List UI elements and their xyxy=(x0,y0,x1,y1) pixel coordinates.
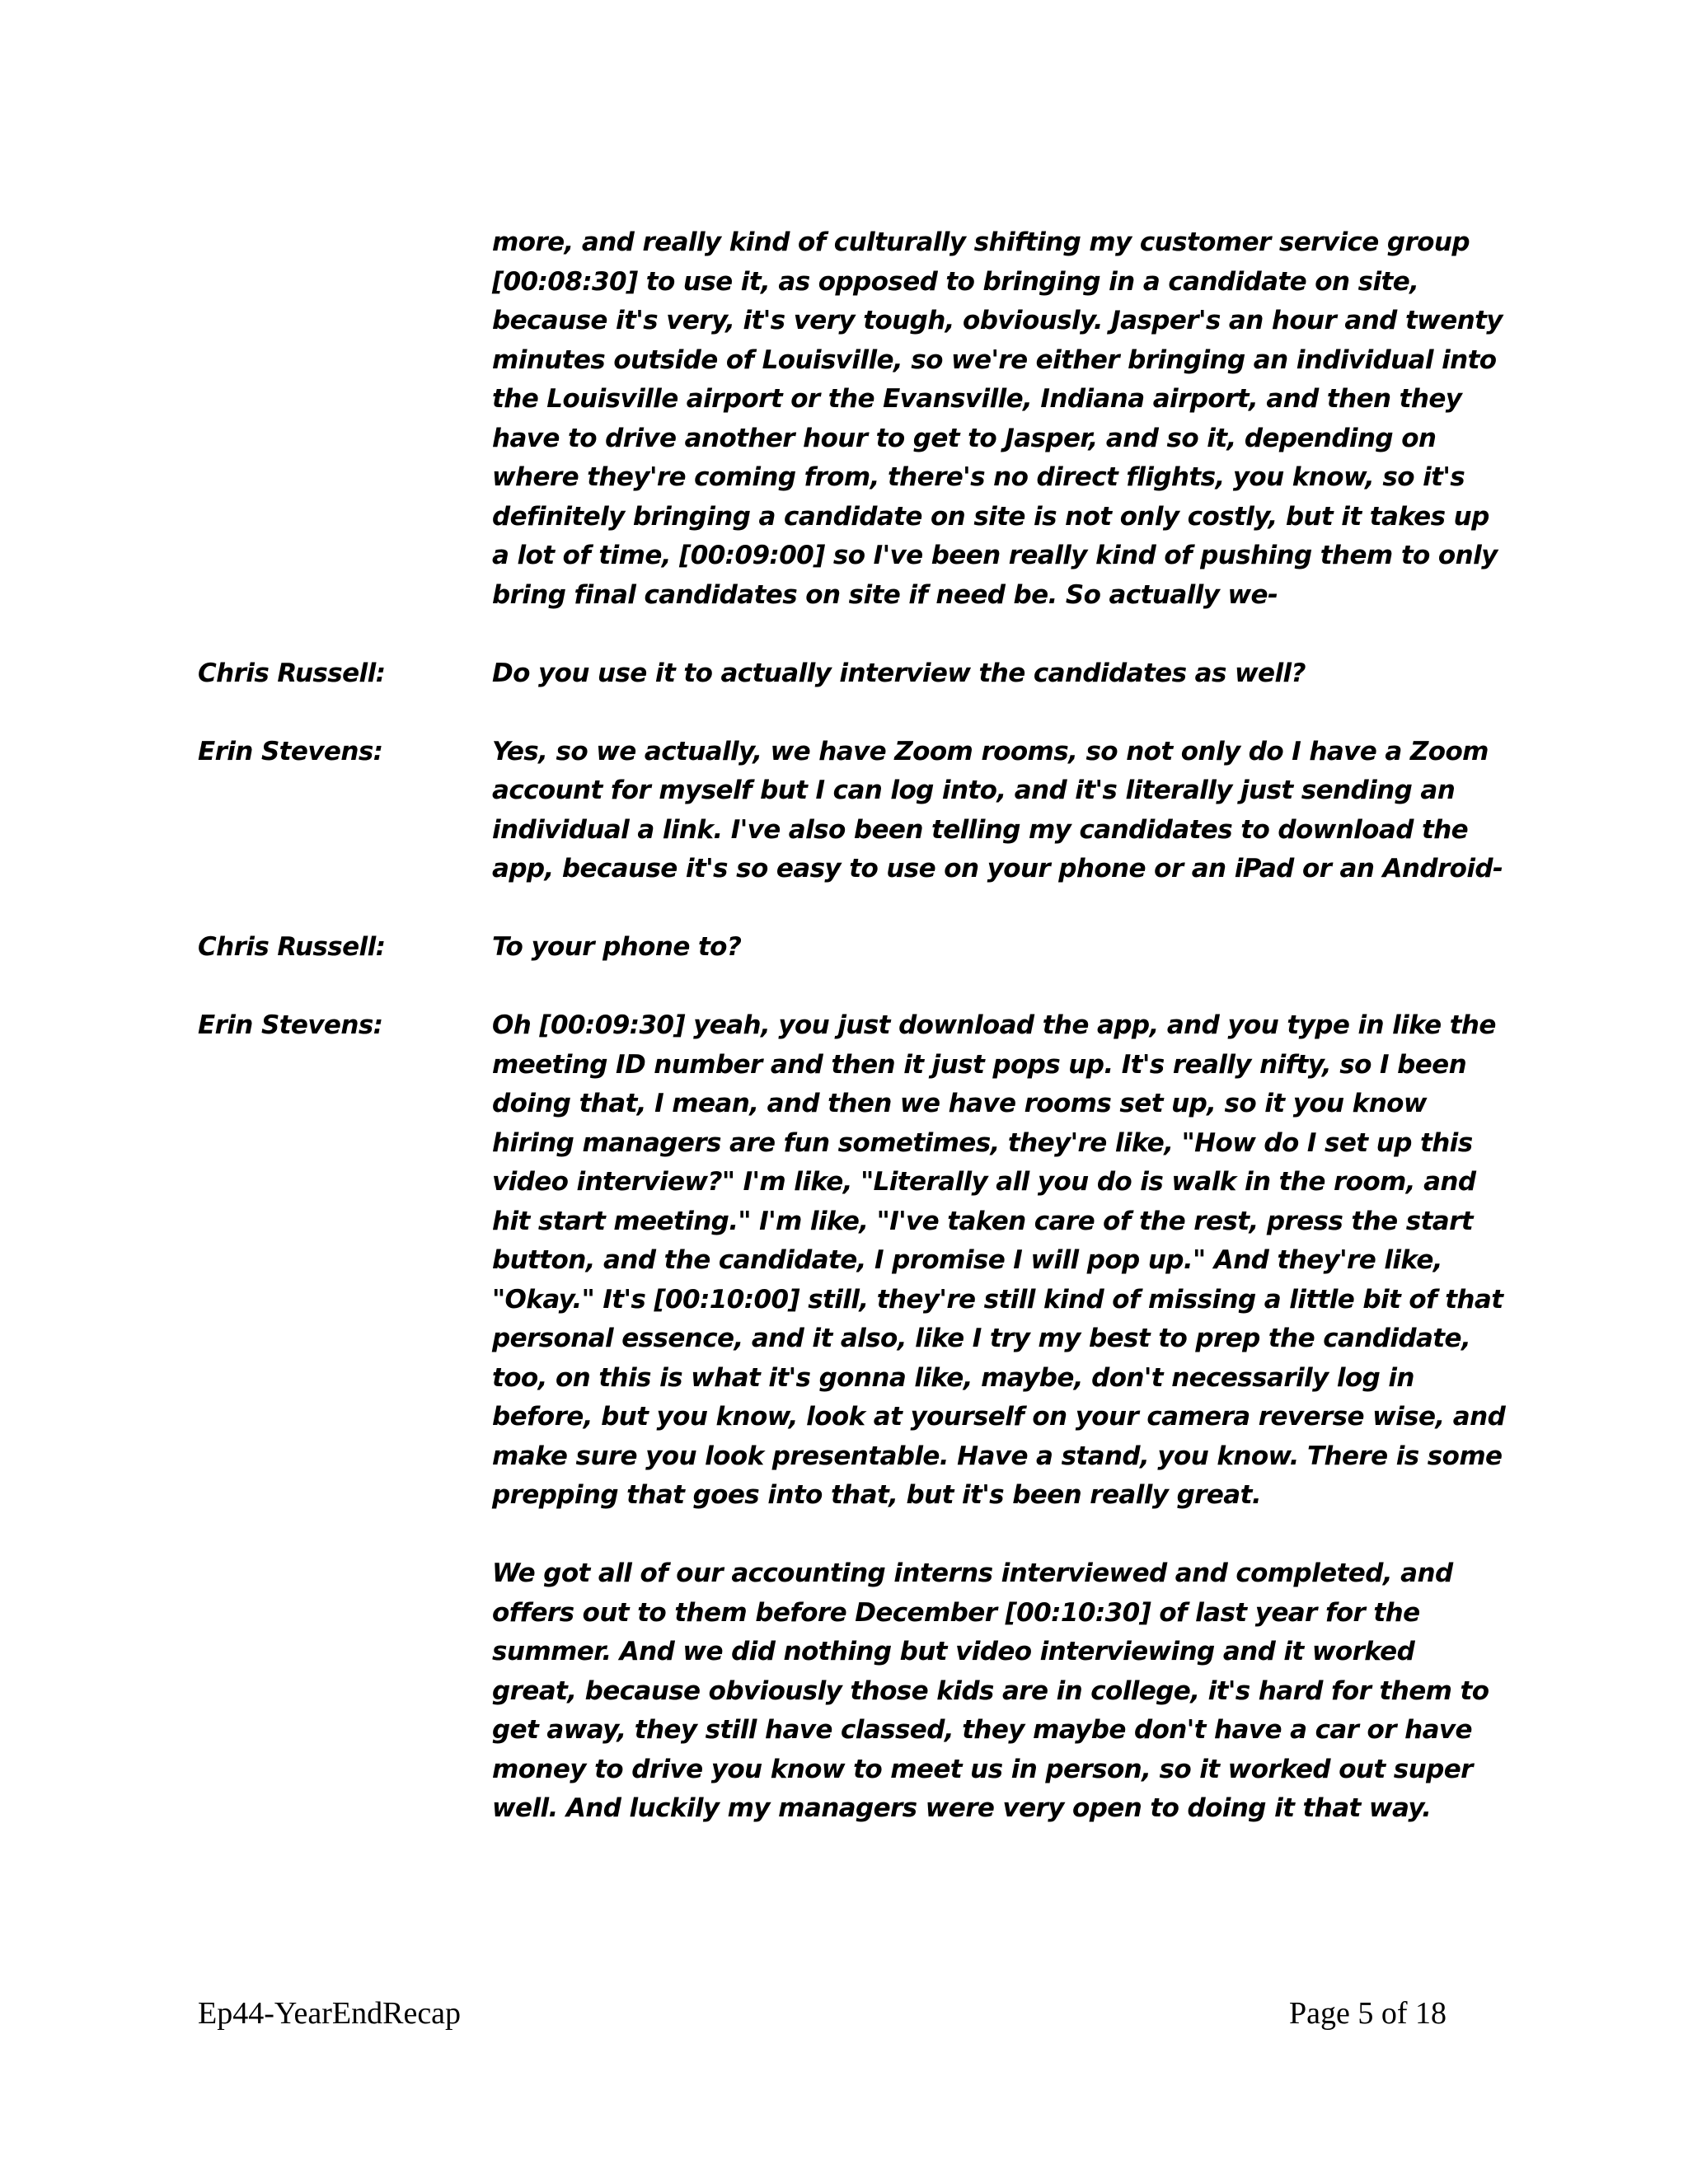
speech-line: personal essence, and it also, like I try my best to prep the candidate, xyxy=(492,1324,1471,1353)
speech-line: well. And luckily my managers were very open to doing it that way. xyxy=(492,1793,1432,1823)
speech-line: more, and really kind of culturally shifting my customer service group xyxy=(492,227,1470,257)
speaker-name: Erin Stevens: xyxy=(198,736,383,766)
speech-line: button, and the candidate, I promise I will pop up." And they're like, xyxy=(492,1245,1442,1275)
transcript-entry xyxy=(0,1006,1688,1829)
speech-paragraph xyxy=(492,223,1503,615)
speech-paragraph xyxy=(492,1006,1506,1516)
speech-line: doing that, I mean, and then we have rooms set up, so it you know xyxy=(492,1089,1427,1118)
speech-text xyxy=(492,654,1489,694)
speech-line: summer. And we did nothing but video interviewing and it worked xyxy=(492,1637,1415,1666)
speech-paragraph xyxy=(492,1554,1489,1829)
speech-line: bring final candidates on site if need be. So actually we- xyxy=(492,579,1278,610)
speech-line: hit start meeting." I'm like, "I've taken care of the rest, press the start xyxy=(492,1206,1474,1236)
speech-line: where they're coming from, there's no direct flights, you know, so it's xyxy=(492,462,1465,492)
speech-paragraph xyxy=(492,733,1503,889)
speech-line: [00:08:30] to use it, as opposed to bringing in a candidate on site, xyxy=(492,266,1419,297)
speech-line: Yes, so we actually, we have Zoom rooms, so not only do I have a Zoom xyxy=(492,736,1489,766)
speech-line: app, because it's so easy to use on your phone or an iPad or an Android- xyxy=(492,854,1503,883)
speech-line: Oh [00:09:30] yeah, you just download the app, and you type in like the xyxy=(492,1010,1496,1040)
speech-line: have to drive another hour to get to Jasper, and so it, depending on xyxy=(492,423,1437,453)
transcript-entry xyxy=(0,223,1688,615)
speech-text xyxy=(492,928,1489,968)
entry-spacer xyxy=(0,615,1688,654)
speech-line: before, but you know, look at yourself on your camera reverse wise, and xyxy=(492,1402,1506,1432)
footer-page-number: Page 5 of 18 xyxy=(1288,1996,1447,2031)
speech-line: money to drive you know to meet us in person, so it worked out super xyxy=(492,1754,1473,1784)
speech-line: prepping that goes into that, but it's been really great. xyxy=(492,1480,1261,1510)
transcript-entry xyxy=(0,733,1688,889)
speech-line: Do you use it to actually interview the candidates as well? xyxy=(492,658,1306,688)
speech-paragraph xyxy=(492,654,1489,694)
transcript-body xyxy=(0,223,1688,1829)
paragraph-spacer xyxy=(492,1516,1489,1555)
speech-text xyxy=(492,733,1503,889)
entry-spacer xyxy=(0,693,1688,733)
speech-line: We got all of our accounting interns interviewed and completed, and xyxy=(492,1558,1453,1588)
speech-line: great, because obviously those kids are in college, it's hard for them to xyxy=(492,1675,1489,1706)
speech-line: because it's very, it's very tough, obviously. Jasper's an hour and twenty xyxy=(492,306,1503,335)
entry-spacer xyxy=(0,889,1688,929)
speech-line: the Louisville airport or the Evansville, Indiana airport, and then they xyxy=(492,384,1462,414)
speech-line: too, on this is what it's gonna like, maybe, don't necessarily log in xyxy=(492,1362,1414,1393)
speech-line: video interview?" I'm like, "Literally all you do is walk in the room, and xyxy=(492,1167,1476,1197)
page-footer xyxy=(198,1993,1447,2034)
speech-line: hiring managers are fun sometimes, they're like, "How do I set up this xyxy=(492,1127,1473,1158)
speech-line: minutes outside of Louisville, so we're either bringing an individual into xyxy=(492,344,1497,375)
speech-text xyxy=(492,1006,1506,1829)
speech-line: To your phone to? xyxy=(492,932,742,962)
speech-line: a lot of time, [00:09:00] so I've been really kind of pushing them to only xyxy=(492,541,1498,570)
speech-paragraph xyxy=(492,928,1489,968)
speaker-name: Erin Stevens: xyxy=(198,1010,383,1040)
speaker-name: Chris Russell: xyxy=(198,658,386,688)
speech-line: get away, they still have classed, they maybe don't have a car or have xyxy=(492,1715,1472,1745)
transcript-entry xyxy=(0,654,1688,694)
speaker-name: Chris Russell: xyxy=(198,932,386,962)
speech-line: offers out to them before December [00:10:30] of last year for the xyxy=(492,1597,1420,1628)
entry-spacer xyxy=(0,968,1688,1007)
speech-line: make sure you look presentable. Have a stand, you know. There is some xyxy=(492,1441,1503,1471)
footer-document-name: Ep44-YearEndRecap xyxy=(198,1996,462,2031)
transcript-entry xyxy=(0,928,1688,968)
speech-line: account for myself but I can log into, and it's literally just sending an xyxy=(492,776,1456,805)
speech-line: "Okay." It's [00:10:00] still, they're still kind of missing a little bit of that xyxy=(492,1284,1503,1315)
speech-text xyxy=(492,223,1503,615)
speech-line: meeting ID number and then it just pops up. It's really nifty, so I been xyxy=(492,1049,1467,1080)
speech-line: definitely bringing a candidate on site is not only costly, but it takes up xyxy=(492,501,1489,532)
speech-line: individual a link. I've also been telling my candidates to download the xyxy=(492,814,1469,845)
